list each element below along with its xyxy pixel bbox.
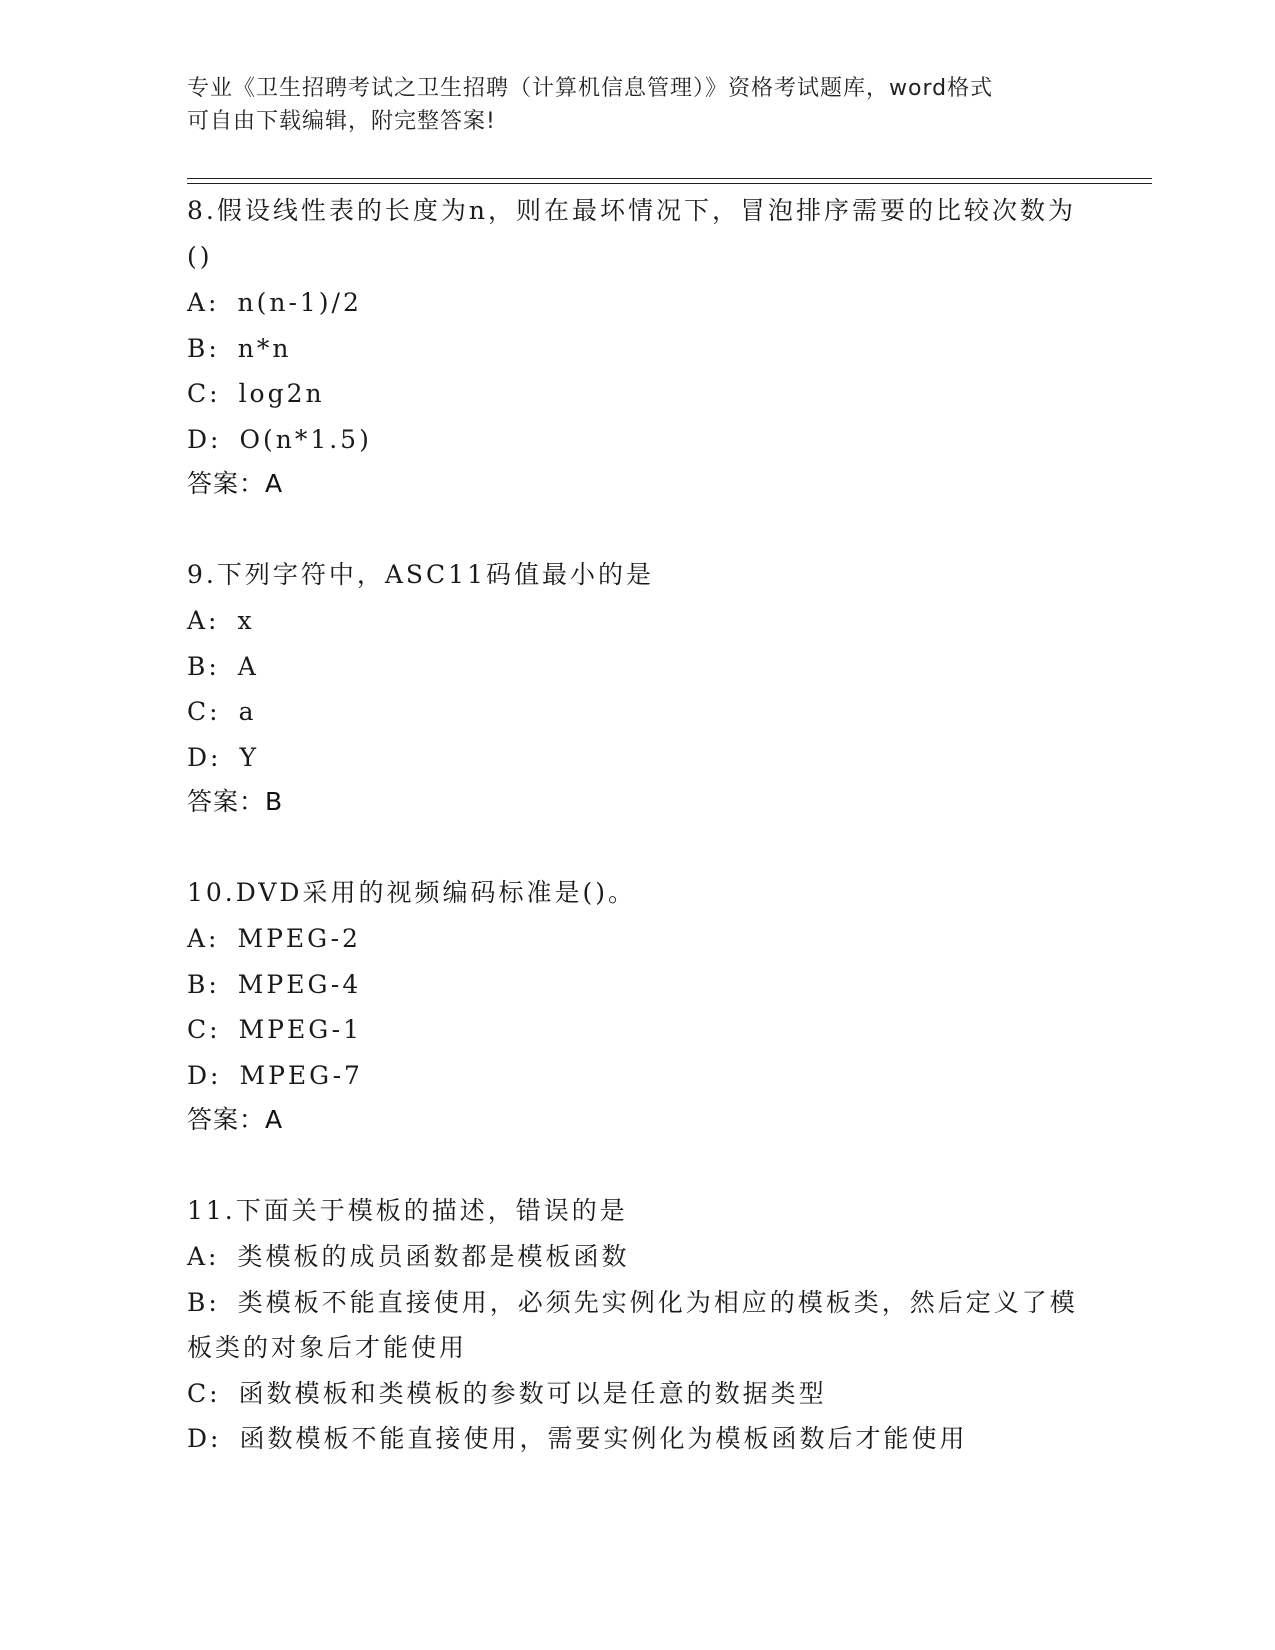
option-text: 函数模板不能直接使用，需要实例化为模板函数后才能使用	[239, 1424, 968, 1453]
option-b	[187, 644, 1087, 690]
option-text: n(n-1)/2	[237, 288, 362, 317]
option-b	[187, 326, 1087, 372]
option-letter: D:	[187, 424, 222, 454]
option-text: n*n	[237, 333, 292, 363]
question-9	[187, 552, 1087, 824]
option-d	[187, 1416, 1087, 1462]
question-list	[187, 188, 1087, 1462]
answer-label: 答案：B	[187, 787, 284, 816]
option-letter: B:	[187, 1287, 220, 1317]
option-text: MPEG-7	[239, 1060, 363, 1090]
option-letter: D:	[187, 1060, 222, 1090]
option-text: 类模板不能直接使用，必须先实例化为相应的模板类，然后定义了模板类的对象后才能使用	[187, 1287, 1078, 1362]
option-letter: C:	[187, 1015, 221, 1044]
option-d	[187, 417, 1087, 463]
option-letter: B:	[187, 969, 220, 999]
option-b	[187, 962, 1087, 1008]
header-line-1: 专业《卫生招聘考试之卫生招聘（计算机信息管理）》资格考试题库，word格式	[187, 76, 994, 101]
option-text: MPEG-2	[237, 924, 361, 953]
question-10	[187, 870, 1087, 1142]
option-letter: D:	[187, 742, 222, 772]
answer-label: 答案：A	[187, 469, 284, 498]
option-text: x	[237, 606, 255, 635]
option-a	[187, 280, 1087, 326]
option-letter: A:	[187, 924, 220, 953]
question-text: 8.假设线性表的长度为n，则在最坏情况下，冒泡排序需要的比较次数为()	[187, 196, 1076, 271]
answer-label: 答案：A	[187, 1105, 284, 1134]
option-c	[187, 1371, 1087, 1417]
option-text: Y	[239, 742, 259, 772]
option-a	[187, 598, 1087, 644]
option-letter: A:	[187, 1242, 220, 1271]
option-text: A	[237, 651, 259, 681]
header-divider-top	[187, 178, 1152, 179]
option-text: MPEG-1	[238, 1015, 363, 1044]
option-letter: C:	[187, 379, 221, 408]
option-letter: B:	[187, 651, 220, 681]
question-text: 9.下列字符中，ASC11码值最小的是	[187, 560, 654, 589]
option-letter: B:	[187, 333, 220, 363]
option-text: a	[238, 697, 257, 726]
option-a	[187, 1234, 1087, 1280]
document-header	[187, 72, 1067, 138]
option-c	[187, 371, 1087, 417]
option-text: 类模板的成员函数都是模板函数	[237, 1242, 630, 1271]
question-text: 11.下面关于模板的描述，错误的是	[187, 1196, 628, 1225]
option-c	[187, 1007, 1087, 1053]
option-d	[187, 1053, 1087, 1099]
option-text: MPEG-4	[237, 969, 362, 999]
option-letter: D:	[187, 1424, 222, 1453]
option-letter: A:	[187, 288, 220, 317]
question-text: 10.DVD采用的视频编码标准是()。	[187, 878, 636, 907]
option-letter: C:	[187, 697, 221, 726]
option-text: log2n	[238, 379, 325, 408]
question-8	[187, 188, 1087, 506]
option-b	[187, 1280, 1087, 1371]
option-text: O(n*1.5)	[239, 424, 372, 454]
option-a	[187, 916, 1087, 962]
option-text: 函数模板和类模板的参数可以是任意的数据类型	[238, 1378, 827, 1408]
option-letter: A:	[187, 606, 220, 635]
option-c	[187, 689, 1087, 735]
header-line-2: 可自由下载编辑，附完整答案!	[187, 109, 496, 134]
option-d	[187, 735, 1087, 781]
question-11	[187, 1188, 1087, 1462]
header-divider-bottom	[187, 183, 1152, 184]
option-letter: C:	[187, 1378, 221, 1408]
